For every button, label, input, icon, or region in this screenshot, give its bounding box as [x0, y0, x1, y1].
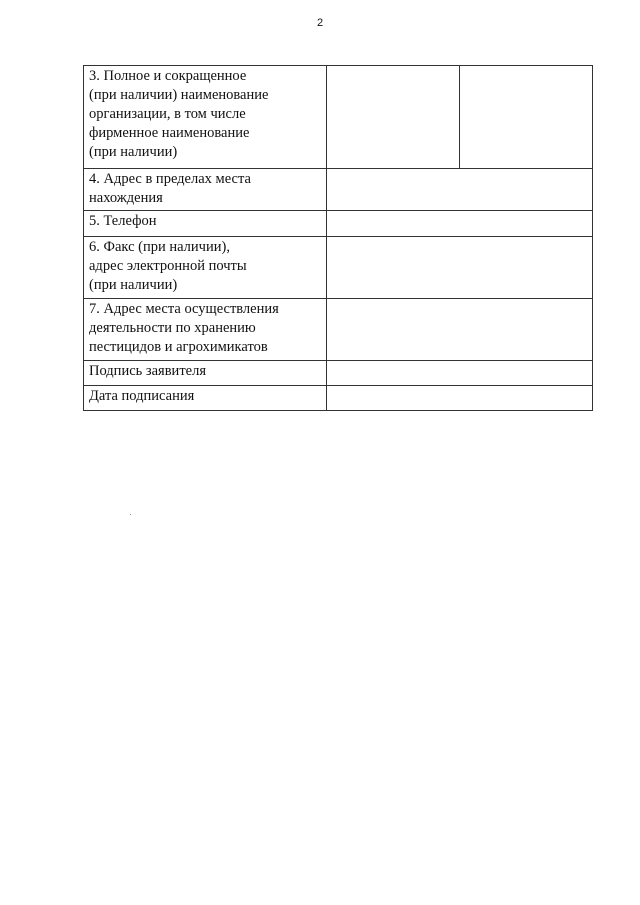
- address-label: [84, 169, 327, 211]
- address-value-cell[interactable]: [327, 169, 593, 211]
- signature-label: [84, 361, 327, 386]
- label-line: адрес электронной почты: [89, 258, 247, 274]
- sign-date-value-cell[interactable]: [327, 386, 593, 411]
- label-line: организации, в том числе: [89, 106, 246, 122]
- table-row-address: [84, 169, 593, 211]
- phone-label: [84, 211, 327, 237]
- label-line: пестицидов и агрохимикатов: [89, 339, 268, 355]
- label-line: деятельности по хранению: [89, 320, 256, 336]
- table-row-phone: [84, 211, 593, 237]
- table-row-fax-email: [84, 237, 593, 299]
- storage-address-value-cell[interactable]: [327, 299, 593, 361]
- label-line: фирменное наименование: [89, 125, 250, 141]
- org-name-short-value[interactable]: [459, 66, 592, 168]
- signature-value-cell[interactable]: [327, 361, 593, 386]
- label-line: нахождения: [89, 190, 163, 206]
- table-row-storage-address: [84, 299, 593, 361]
- org-name-full-value[interactable]: [327, 66, 459, 168]
- org-name-label: [84, 66, 327, 169]
- fax-email-value-cell[interactable]: [327, 237, 593, 299]
- page-number: 2: [316, 17, 324, 29]
- table-row-signature: [84, 361, 593, 386]
- label-line: (при наличии): [89, 144, 178, 160]
- label-line: 6. Факс (при наличии),: [89, 239, 230, 255]
- phone-value-cell[interactable]: [327, 211, 593, 237]
- scan-speck: [130, 514, 131, 515]
- storage-address-label: [84, 299, 327, 361]
- label-line: Дата подписания: [89, 388, 195, 404]
- label-line: Подпись заявителя: [89, 363, 206, 379]
- org-name-split: [327, 66, 592, 168]
- table-row-org-name: [84, 66, 593, 169]
- table-row-sign-date: [84, 386, 593, 411]
- label-line: 4. Адрес в пределах места: [89, 171, 251, 187]
- label-line: (при наличии): [89, 277, 178, 293]
- label-line: 5. Телефон: [89, 213, 157, 229]
- label-line: 7. Адрес места осуществления: [89, 301, 279, 317]
- label-line: (при наличии) наименование: [89, 87, 269, 103]
- sign-date-label: [84, 386, 327, 411]
- org-name-value-cell[interactable]: [327, 66, 593, 169]
- application-form-table: [83, 65, 593, 411]
- fax-email-label: [84, 237, 327, 299]
- label-line: 3. Полное и сокращенное: [89, 68, 247, 84]
